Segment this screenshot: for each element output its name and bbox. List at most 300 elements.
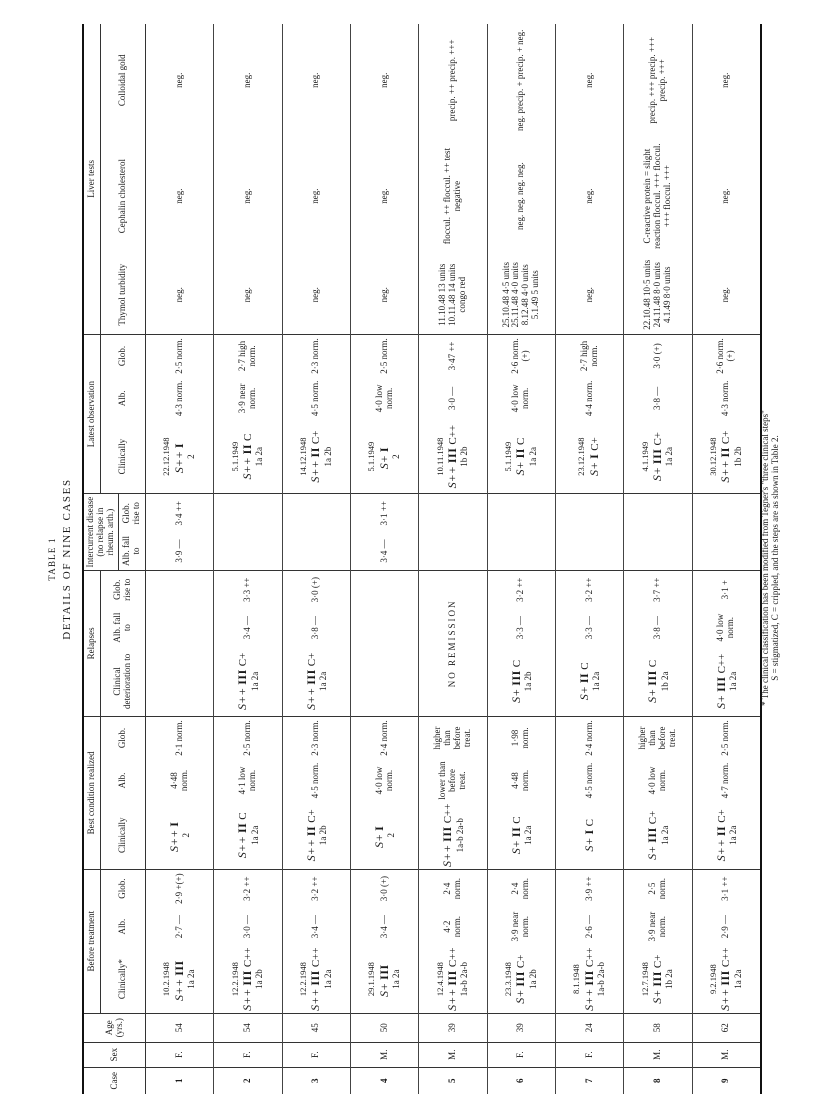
crippled-grade: C+ bbox=[647, 810, 660, 825]
rel-deterioration bbox=[692, 647, 761, 717]
stigmatized-grade: S+ bbox=[713, 694, 728, 710]
rel-deterioration bbox=[487, 647, 555, 717]
crippled-grade: C+ bbox=[652, 954, 665, 969]
clinical-step: I bbox=[586, 453, 601, 459]
sub-classification: 1a 2a bbox=[249, 825, 260, 845]
rel-clinical-notation bbox=[714, 649, 739, 714]
observation-date: 14.12.1948 bbox=[298, 437, 309, 476]
crippled-grade: C+ bbox=[588, 437, 601, 451]
ic-glob-rise: 3·1 ++ bbox=[350, 494, 418, 532]
bt-clinical-notation bbox=[162, 948, 196, 1011]
stigmatized-grade: S++ bbox=[308, 988, 323, 1011]
rel-alb-fall bbox=[146, 609, 214, 647]
crippled-grade: C+ bbox=[720, 430, 733, 445]
age-value: 58 bbox=[624, 1013, 692, 1042]
ic-glob-header: Glob. rise to bbox=[119, 494, 146, 532]
colloidal-gold: neg. bbox=[555, 24, 623, 137]
bt-glob: 2·9 +(+) bbox=[146, 869, 214, 907]
cephalin-cholesterol: floccul. ++ floccul. ++ test negative bbox=[419, 137, 487, 256]
ic-alb-fall bbox=[555, 532, 623, 570]
sub-classification: 2 bbox=[185, 454, 196, 459]
observation-date: 5.1.1949 bbox=[229, 441, 240, 472]
sub-classification: 2 bbox=[386, 833, 397, 838]
bc-alb: 4·0 low norm. bbox=[350, 759, 418, 802]
thymol-turbidity: neg. bbox=[282, 256, 350, 335]
ic-glob-rise bbox=[282, 494, 350, 532]
case-number: 5 bbox=[419, 1067, 487, 1094]
lo-clinically bbox=[624, 420, 692, 494]
rel-clinical-notation bbox=[179, 649, 181, 714]
relapses-header: Relapses bbox=[83, 570, 101, 716]
clinical-step: II bbox=[308, 447, 323, 458]
observation-date: 12.2.1948 bbox=[229, 962, 240, 997]
colloidal-gold: neg. precip. + precip. + neg. bbox=[487, 24, 555, 137]
rel-clinical-notation bbox=[304, 649, 329, 714]
no-remission-note: NO REMISSION bbox=[419, 570, 487, 716]
colloidal-gold: neg. bbox=[350, 24, 418, 137]
case-number: 3 bbox=[282, 1067, 350, 1094]
thymol-turbidity: neg. bbox=[555, 256, 623, 335]
best-condition-header: Best condition realized bbox=[83, 716, 101, 869]
ic-glob-rise bbox=[419, 494, 487, 532]
crippled-grade: C bbox=[510, 659, 523, 668]
clinical-step: III bbox=[718, 970, 733, 986]
sub-classification: 1a 2a bbox=[659, 825, 670, 845]
crippled-grade: C bbox=[242, 433, 255, 441]
stigmatized-grade: S++ bbox=[308, 460, 323, 483]
stigmatized-grade: S+ bbox=[586, 461, 601, 476]
stigmatized-grade: S+ bbox=[650, 467, 665, 482]
bc-glob: higher than before treat. bbox=[624, 716, 692, 759]
ic-glob-rise bbox=[487, 494, 555, 532]
sub-classification: 1a 2b bbox=[522, 671, 533, 692]
rel-clinical-notation bbox=[509, 649, 534, 714]
clinical-step: III bbox=[645, 670, 660, 686]
lo-glob: 2·7 high norm. bbox=[214, 334, 282, 377]
colloidal-gold: precip. +++ precip. +++ precip. +++ bbox=[624, 24, 692, 137]
sub-classification: 1a-b 2a-b bbox=[595, 962, 606, 997]
clinical-step: II bbox=[508, 826, 523, 838]
clinical-step: III bbox=[513, 971, 528, 987]
stigmatized-grade: S++ bbox=[303, 839, 318, 862]
bt-clinically bbox=[146, 946, 214, 1013]
cephalin-cholesterol: neg. bbox=[214, 137, 282, 256]
thymol-turbidity: neg. bbox=[350, 256, 418, 335]
ic-alb-header: Alb. fall to bbox=[119, 532, 146, 570]
lo-clinical-notation bbox=[162, 422, 196, 492]
clinical-step: II bbox=[718, 447, 733, 458]
case-number: 2 bbox=[214, 1067, 282, 1094]
clinical-step: I bbox=[171, 442, 186, 449]
sub-classification: 1a 2a bbox=[317, 671, 328, 691]
table-row bbox=[692, 24, 761, 1094]
cephalin-cholesterol: neg. neg. neg. neg. bbox=[487, 137, 555, 256]
rel-alb-fall: 3·8 — bbox=[282, 609, 350, 647]
case-number: 4 bbox=[350, 1067, 418, 1094]
table-row bbox=[419, 24, 487, 1094]
clinical-step: III bbox=[650, 971, 665, 987]
sub-classification: 1a 2a bbox=[727, 671, 738, 691]
lo-alb: 4·3 norm. bbox=[146, 377, 214, 420]
clinical-step: I bbox=[376, 446, 391, 453]
ic-alb-fall bbox=[282, 532, 350, 570]
thymol-header: Thymol turbidity bbox=[101, 256, 146, 335]
sub-classification: 1a 2b bbox=[317, 825, 328, 846]
bt-alb: 3·4 — bbox=[350, 907, 418, 945]
observation-date: 9.2.1948 bbox=[708, 964, 719, 995]
sub-classification: 2 bbox=[390, 454, 401, 459]
colloidal-gold: precip. ++ precip. +++ bbox=[419, 24, 487, 137]
observation-date: 12.2.1948 bbox=[298, 962, 309, 997]
thymol-turbidity: neg. bbox=[146, 256, 214, 335]
lo-clinically bbox=[214, 420, 282, 494]
table-row bbox=[146, 24, 214, 1094]
bt-alb: 3·0 — bbox=[214, 907, 282, 945]
sub-classification: 1a 2a bbox=[727, 825, 738, 845]
crippled-grade: C bbox=[510, 816, 523, 824]
bt-alb: 2·9 — bbox=[692, 907, 761, 945]
age-header: Age (yrs.) bbox=[83, 1013, 146, 1042]
case-number: 9 bbox=[692, 1067, 761, 1094]
bc-glob: 2·5 norm. bbox=[214, 716, 282, 759]
observation-date: 12.4.1948 bbox=[434, 962, 445, 997]
bt-alb: 2·6 — bbox=[555, 907, 623, 945]
rel-glob-rise: 3·7 ++ bbox=[624, 570, 692, 608]
table-title: DETAILS OF NINE CASES bbox=[61, 478, 73, 640]
crippled-grade: C++ bbox=[720, 947, 733, 968]
rel-deterioration-header: Clinical deterioration to bbox=[101, 647, 146, 717]
sub-classification: 1a 2b bbox=[254, 969, 265, 990]
clinical-step: II bbox=[513, 448, 528, 459]
lo-clinical-notation bbox=[231, 422, 265, 492]
stigmatized-grade: S+ bbox=[508, 840, 523, 855]
rel-glob-header: Glob. rise to bbox=[101, 570, 146, 608]
observation-date: 12.7.1948 bbox=[639, 962, 650, 997]
sex-value: M. bbox=[624, 1042, 692, 1067]
rel-clinical-notation bbox=[577, 649, 602, 714]
clinical-step: III bbox=[171, 960, 186, 976]
stigmatized-grade: S+ bbox=[645, 845, 660, 860]
rel-deterioration bbox=[555, 647, 623, 717]
bt-clinical-notation bbox=[299, 948, 333, 1011]
bc-alb: 4·1 low norm. bbox=[214, 759, 282, 802]
stigmatized-grade: S++ bbox=[713, 839, 728, 862]
bc-alb-header: Alb. bbox=[101, 759, 146, 802]
lo-clinically bbox=[692, 420, 761, 494]
lo-glob-header: Glob. bbox=[101, 334, 146, 377]
bc-clinical-notation bbox=[235, 804, 260, 867]
sub-classification: 1a 2a bbox=[390, 969, 401, 989]
age-value: 39 bbox=[487, 1013, 555, 1042]
sub-classification: 2 bbox=[181, 833, 192, 838]
footnote-line-1: * The clinical classification has been modified from Tegner's "three clinical steps" bbox=[760, 410, 770, 706]
footnote bbox=[760, 58, 780, 1058]
colloidal-gold: neg. bbox=[146, 24, 214, 137]
stigmatized-grade: S+ bbox=[372, 833, 387, 848]
sex-value: F. bbox=[487, 1042, 555, 1067]
crippled-grade: C++ bbox=[447, 947, 460, 968]
clinical-step: II bbox=[303, 825, 318, 837]
sub-classification: 1a 2a bbox=[522, 825, 533, 845]
age-value: 39 bbox=[419, 1013, 487, 1042]
clinical-step: II bbox=[235, 822, 250, 834]
stigmatized-grade: S++ bbox=[240, 988, 255, 1011]
sex-value: F. bbox=[214, 1042, 282, 1067]
bt-clinically bbox=[214, 946, 282, 1013]
case-header: Case bbox=[83, 1067, 146, 1094]
bt-clinical-notation bbox=[436, 948, 470, 1011]
sub-classification: 1a-b 2a-b bbox=[459, 962, 470, 997]
bt-clinically bbox=[624, 946, 692, 1013]
stigmatized-grade: S+ bbox=[508, 688, 523, 703]
cephalin-cholesterol: neg. bbox=[350, 137, 418, 256]
lo-glob: 2·6 norm. (+) bbox=[692, 334, 761, 377]
thymol-turbidity: neg. bbox=[692, 256, 761, 335]
lo-alb: 3·9 near norm. bbox=[214, 377, 282, 420]
lo-clinically bbox=[487, 420, 555, 494]
sub-classification: 1a 2a bbox=[185, 969, 196, 989]
rel-glob-rise: 3·2 ++ bbox=[487, 570, 555, 608]
ic-glob-rise bbox=[624, 494, 692, 532]
bt-clinically bbox=[282, 946, 350, 1013]
cephalin-cholesterol: neg. bbox=[146, 137, 214, 256]
clinical-step: III bbox=[650, 448, 665, 465]
bc-alb: 4·48 norm. bbox=[146, 759, 214, 802]
colloidal-gold: neg. bbox=[214, 24, 282, 137]
bt-glob: 3·0 (+) bbox=[350, 869, 418, 907]
ic-alb-fall: 3·9 — bbox=[146, 532, 214, 570]
bt-clinically-header: Clinically* bbox=[101, 946, 146, 1013]
bt-clinically bbox=[419, 946, 487, 1013]
lo-glob: 2·3 norm. bbox=[282, 334, 350, 377]
crippled-grade: C+ bbox=[652, 432, 665, 446]
latest-observation-header: Latest observation bbox=[83, 334, 101, 494]
bc-clinical-notation bbox=[509, 804, 534, 867]
bc-clinically bbox=[624, 802, 692, 869]
sex-value: M. bbox=[350, 1042, 418, 1067]
age-value: 54 bbox=[214, 1013, 282, 1042]
crippled-grade: C+ bbox=[715, 809, 728, 823]
ic-glob-rise: 3·4 ++ bbox=[146, 494, 214, 532]
stigmatized-grade: S+ bbox=[645, 688, 660, 703]
observation-date: 5.1.1949 bbox=[366, 441, 377, 472]
bt-glob: 2·4 norm. bbox=[487, 869, 555, 907]
crippled-grade: C+ bbox=[310, 430, 323, 445]
bc-clinically bbox=[350, 802, 418, 869]
clinical-step: III bbox=[303, 669, 318, 685]
case-number: 1 bbox=[146, 1067, 214, 1094]
rel-alb-fall: 3·3 — bbox=[555, 609, 623, 647]
liver-tests-header: Liver tests bbox=[83, 24, 101, 334]
sub-classification: 1a 2b bbox=[527, 969, 538, 990]
bc-glob: 2·1 norm. bbox=[146, 716, 214, 759]
lo-alb-header: Alb. bbox=[101, 377, 146, 420]
age-value: 45 bbox=[282, 1013, 350, 1042]
lo-glob: 2·6 norm. (+) bbox=[487, 334, 555, 377]
intercurrent-header: Intercurrent disease (no relapse in rheum. arth.) bbox=[83, 494, 119, 570]
observation-date: 22.12.1948 bbox=[161, 437, 172, 476]
ic-glob-rise bbox=[692, 494, 761, 532]
clinical-step: II bbox=[713, 825, 728, 837]
bc-alb: 4·5 norm. bbox=[282, 759, 350, 802]
bt-clinically bbox=[350, 946, 418, 1013]
stigmatized-grade: S++ bbox=[445, 988, 460, 1011]
stigmatized-grade: S+ bbox=[650, 989, 665, 1004]
lo-alb: 4·0 low norm. bbox=[487, 377, 555, 420]
case-number: 8 bbox=[624, 1067, 692, 1094]
bt-alb: 3·9 near norm. bbox=[487, 907, 555, 945]
sex-header: Sex bbox=[83, 1042, 146, 1067]
observation-date: 23.3.1948 bbox=[503, 962, 514, 997]
cephalin-cholesterol: neg. bbox=[555, 137, 623, 256]
rel-deterioration bbox=[624, 647, 692, 717]
details-table bbox=[82, 24, 762, 1094]
rel-clinical-notation bbox=[235, 649, 260, 714]
clinical-step: I bbox=[372, 825, 387, 831]
clinical-step: III bbox=[645, 827, 660, 843]
crippled-grade: C bbox=[237, 812, 250, 820]
sub-classification: 1b 2b bbox=[459, 446, 470, 467]
lo-alb: 3·8 — bbox=[624, 377, 692, 420]
sub-classification: 1a 2a bbox=[254, 446, 265, 467]
rel-clinical-notation bbox=[645, 649, 670, 714]
stigmatized-grade: S++ bbox=[167, 829, 182, 852]
table-row bbox=[214, 24, 282, 1094]
sex-value: F. bbox=[555, 1042, 623, 1067]
ic-alb-fall: 3·4 — bbox=[350, 532, 418, 570]
lo-alb: 3·0 — bbox=[419, 377, 487, 420]
sex-value: M. bbox=[692, 1042, 761, 1067]
stigmatized-grade: S++ bbox=[171, 451, 186, 474]
ic-glob-rise bbox=[555, 494, 623, 532]
bt-clinical-notation bbox=[367, 948, 401, 1011]
crippled-grade: C+ bbox=[305, 809, 318, 823]
table-row bbox=[624, 24, 692, 1094]
crippled-grade: C++ bbox=[447, 424, 460, 445]
bc-clinically bbox=[282, 802, 350, 869]
bt-clinically bbox=[555, 946, 623, 1013]
lo-clinical-notation bbox=[367, 422, 401, 492]
bt-glob: 2·5 norm. bbox=[624, 869, 692, 907]
bt-alb-header: Alb. bbox=[101, 907, 146, 945]
footnote-line-2: S = stigmatized, C = crippled, and the steps are as shown in Table 2. bbox=[770, 435, 780, 681]
lo-glob: 2·7 high norm. bbox=[555, 334, 623, 377]
rel-alb-fall bbox=[350, 609, 418, 647]
bc-clinically bbox=[555, 802, 623, 869]
ic-glob-rise bbox=[214, 494, 282, 532]
rel-alb-fall: 3·8 — bbox=[624, 609, 692, 647]
observation-date: 8.1.1948 bbox=[571, 964, 582, 995]
clinical-step: I bbox=[167, 821, 182, 827]
clinical-step: II bbox=[577, 672, 592, 684]
before-treatment-header: Before treatment bbox=[83, 869, 101, 1013]
stigmatized-grade: S+ bbox=[577, 686, 592, 701]
bt-clinical-notation bbox=[231, 948, 265, 1011]
crippled-grade: C++ bbox=[442, 803, 455, 824]
rel-deterioration bbox=[146, 647, 214, 717]
stigmatized-grade: S++ bbox=[440, 844, 455, 868]
table-row bbox=[487, 24, 555, 1094]
stigmatized-grade: S++ bbox=[235, 687, 250, 710]
clinical-step: III bbox=[445, 447, 460, 464]
case-number: 7 bbox=[555, 1067, 623, 1094]
stigmatized-grade: S++ bbox=[235, 836, 250, 859]
lo-clinically bbox=[350, 420, 418, 494]
bt-clinical-notation bbox=[641, 948, 675, 1011]
crippled-grade: C++ bbox=[583, 947, 596, 968]
sex-value: F. bbox=[146, 1042, 214, 1067]
cephalin-header: Cephalin cholesterol bbox=[101, 137, 146, 256]
bt-alb: 3·9 near norm. bbox=[624, 907, 692, 945]
bt-alb: 2·7 — bbox=[146, 907, 214, 945]
lo-clinically-header: Clinically bbox=[101, 420, 146, 494]
lo-glob: 3·47 ++ bbox=[419, 334, 487, 377]
stigmatized-grade: S++ bbox=[581, 988, 596, 1011]
thymol-turbidity: 22.10.48 10·5 units 24.11.48 8·0 units 4.1.49 8·0 units bbox=[624, 256, 692, 335]
ic-alb-fall bbox=[487, 532, 555, 570]
rel-alb-fall: 4·0 low norm. bbox=[692, 609, 761, 647]
rel-alb-fall: 3·4 — bbox=[214, 609, 282, 647]
bt-alb: 4·2 norm. bbox=[419, 907, 487, 945]
clinical-step: III bbox=[508, 670, 523, 686]
rel-glob-rise: 3·3 ++ bbox=[214, 570, 282, 608]
bc-glob: 2·4 norm. bbox=[555, 716, 623, 759]
lo-alb: 4·3 norm. bbox=[692, 377, 761, 420]
sub-classification: 1a 2a bbox=[664, 446, 675, 467]
bc-clinical-notation bbox=[714, 804, 739, 867]
bc-alb: 4·48 norm. bbox=[487, 759, 555, 802]
crippled-grade: C++ bbox=[715, 653, 728, 674]
bc-clinically bbox=[692, 802, 761, 869]
colloidal-gold: neg. bbox=[692, 24, 761, 137]
bc-clinical-notation bbox=[167, 804, 192, 867]
stigmatized-grade: S++ bbox=[445, 466, 460, 489]
rel-glob-rise bbox=[146, 570, 214, 608]
sub-classification: 1a 2a bbox=[249, 671, 260, 691]
bt-glob: 3·9 ++ bbox=[555, 869, 623, 907]
sex-value: F. bbox=[282, 1042, 350, 1067]
bc-glob: 2·5 norm. bbox=[692, 716, 761, 759]
bt-glob: 2·4 norm. bbox=[419, 869, 487, 907]
stigmatized-grade: S++ bbox=[171, 978, 186, 1001]
stigmatized-grade: S+ bbox=[513, 989, 528, 1004]
crippled-grade: C bbox=[515, 437, 528, 446]
lo-clinical-notation bbox=[299, 422, 333, 492]
clinical-step: III bbox=[240, 970, 255, 986]
lo-clinical-notation bbox=[709, 422, 743, 492]
sub-classification: 1a 2a bbox=[322, 969, 333, 989]
lo-alb: 4·0 low norm. bbox=[350, 377, 418, 420]
bc-clinical-notation bbox=[372, 804, 397, 867]
bc-clinically bbox=[487, 802, 555, 869]
ic-alb-fall bbox=[419, 532, 487, 570]
bt-clinical-notation bbox=[709, 948, 743, 1011]
crippled-grade: C+ bbox=[237, 652, 250, 667]
age-value: 62 bbox=[692, 1013, 761, 1042]
rel-deterioration bbox=[350, 647, 418, 717]
crippled-grade: C++ bbox=[310, 947, 323, 968]
rel-clinical-notation bbox=[384, 649, 386, 714]
bt-clinical-notation bbox=[572, 948, 606, 1011]
lo-alb: 4·4 norm. bbox=[555, 377, 623, 420]
bc-clinical-notation bbox=[645, 804, 670, 867]
crippled-grade: C bbox=[647, 659, 660, 668]
table-row bbox=[555, 24, 623, 1094]
lo-glob: 2·5 norm. bbox=[146, 334, 214, 377]
lo-clinical-notation bbox=[504, 422, 538, 492]
bc-clinical-notation bbox=[582, 804, 597, 867]
clinical-step: II bbox=[240, 443, 255, 455]
